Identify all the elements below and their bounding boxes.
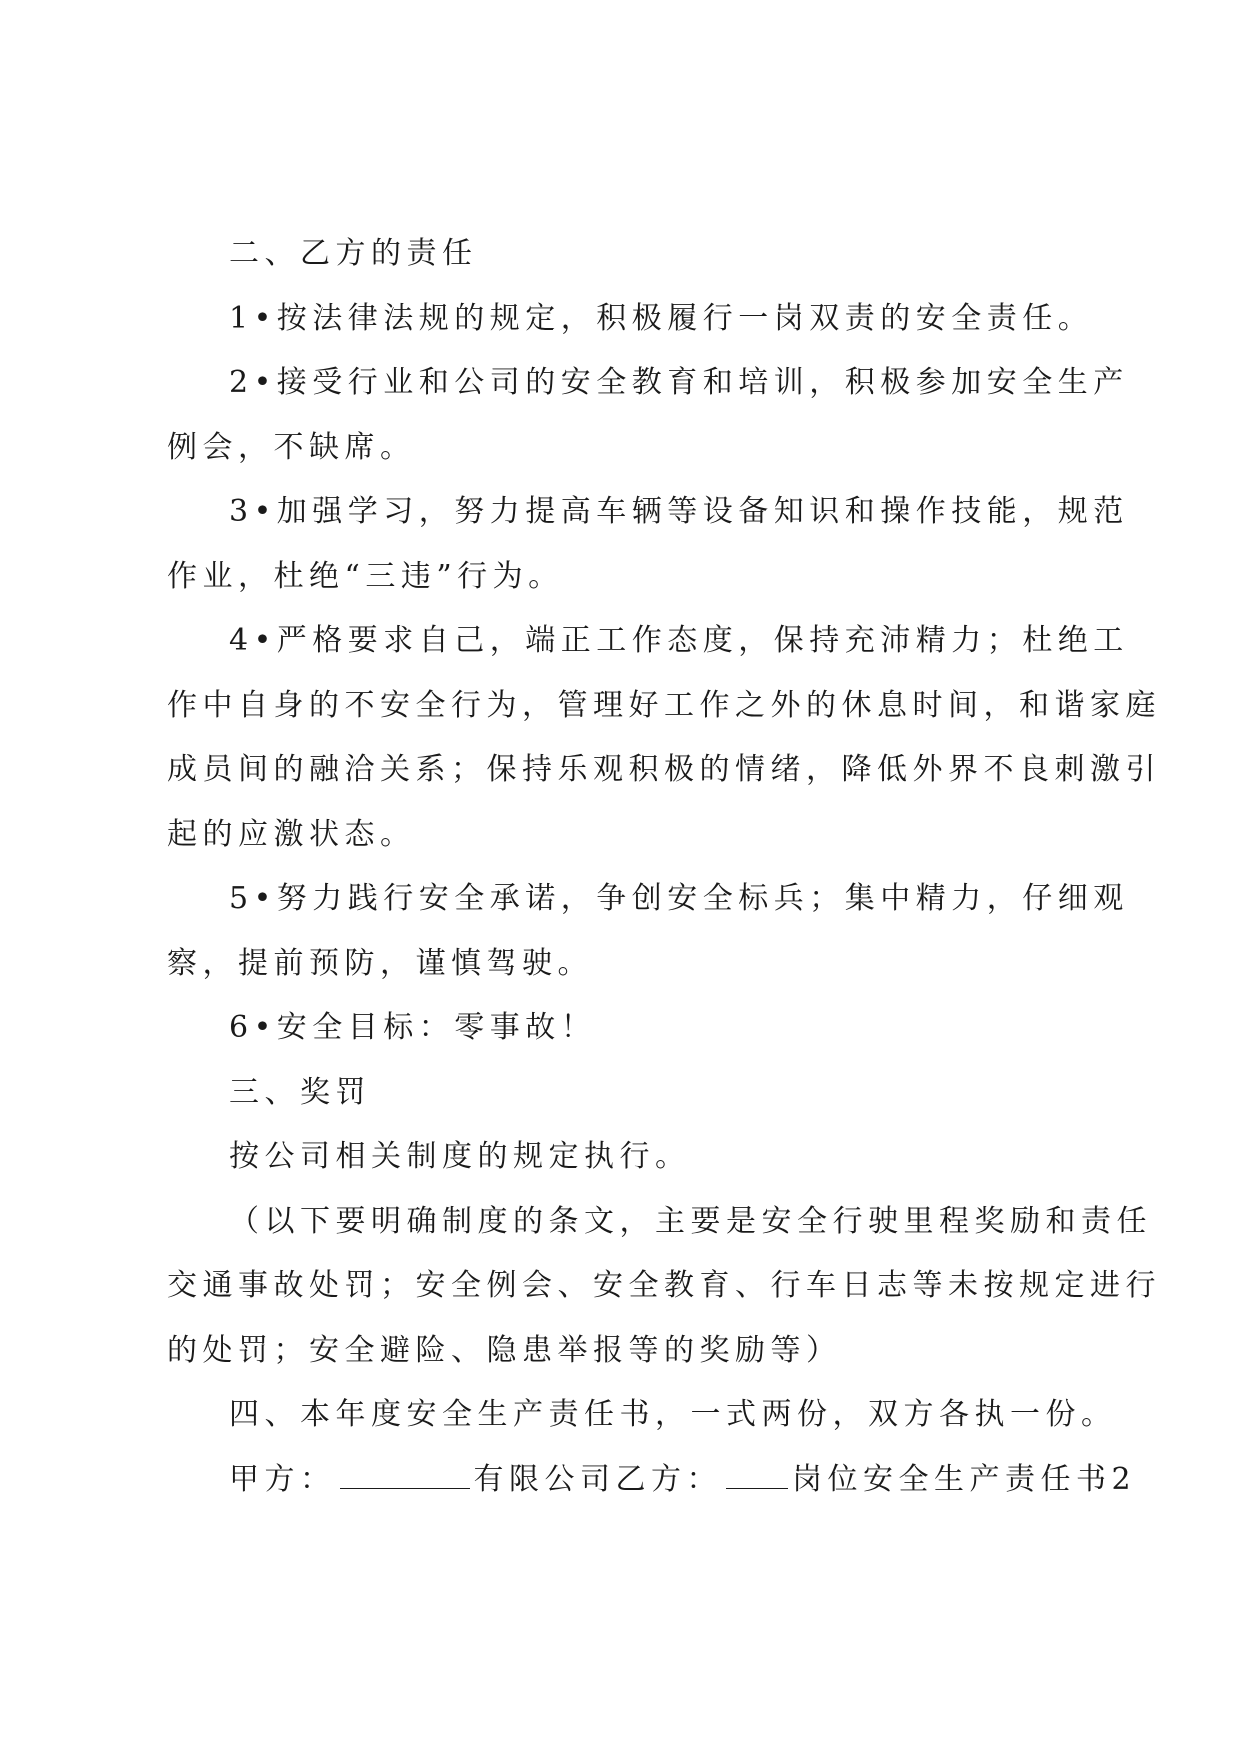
company-party-b-label: 有限公司乙方： [473, 1461, 722, 1497]
item-3-line-1: 3•加强学习，努力提高车辆等设备知识和操作技能，规范 [229, 494, 1129, 529]
section-2-heading: 二、乙方的责任 [229, 236, 478, 271]
note-line-2: 交通事故处罚；安全例会、安全教育、行车日志等未按规定进行 [167, 1268, 1161, 1303]
item-4-line-3: 成员间的融洽关系；保持乐观积极的情绪，降低外界不良刺激引 [167, 752, 1161, 787]
item-5-line-2: 察，提前预防，谨慎驾驶。 [167, 945, 593, 981]
document-body [167, 222, 1161, 1512]
responsibility-item-1: 1•按法律法规的规定，积极履行一岗双责的安全责任。 [229, 300, 1094, 336]
note-line-3: 的处罚；安全避险、隐患举报等的奖励等） [167, 1332, 842, 1368]
signature-tail-text: 岗位安全生产责任书2 [792, 1461, 1137, 1497]
signature-line [167, 1448, 1137, 1513]
item-5-line-1: 5•努力践行安全承诺，争创安全标兵；集中精力，仔细观 [229, 881, 1129, 916]
section-3-heading: 三、奖罚 [229, 1074, 371, 1110]
item-3-line-2: 作业，杜绝“三违”行为。 [167, 558, 564, 594]
note-line-1: （以下要明确制度的条文，主要是安全行驶里程奖励和责任 [229, 1203, 1152, 1239]
responsibility-item-2 [167, 351, 1129, 480]
party-b-blank [726, 1464, 788, 1489]
item-4-line-4: 起的应激状态。 [167, 816, 416, 852]
party-a-blank [340, 1464, 470, 1489]
section-4-paragraph: 四、本年度安全生产责任书，一式两份，双方各执一份。 [229, 1397, 1117, 1432]
responsibility-item-5 [167, 867, 1129, 996]
note-paragraph [167, 1190, 1161, 1384]
item-2-line-1: 2•接受行业和公司的安全教育和培训，积极参加安全生产 [229, 365, 1129, 400]
item-2-line-2: 例会，不缺席。 [167, 429, 416, 465]
section-3-body: 按公司相关制度的规定执行。 [229, 1139, 691, 1174]
responsibility-item-6: 6•安全目标：零事故！ [229, 1010, 597, 1045]
item-4-line-1: 4•严格要求自己，端正工作态度，保持充沛精力；杜绝工 [229, 623, 1129, 658]
party-a-label: 甲方： [229, 1461, 336, 1497]
responsibility-item-3 [167, 480, 1129, 609]
item-4-line-2: 作中自身的不安全行为，管理好工作之外的休息时间，和谐家庭 [167, 687, 1161, 723]
responsibility-item-4 [167, 609, 1161, 867]
